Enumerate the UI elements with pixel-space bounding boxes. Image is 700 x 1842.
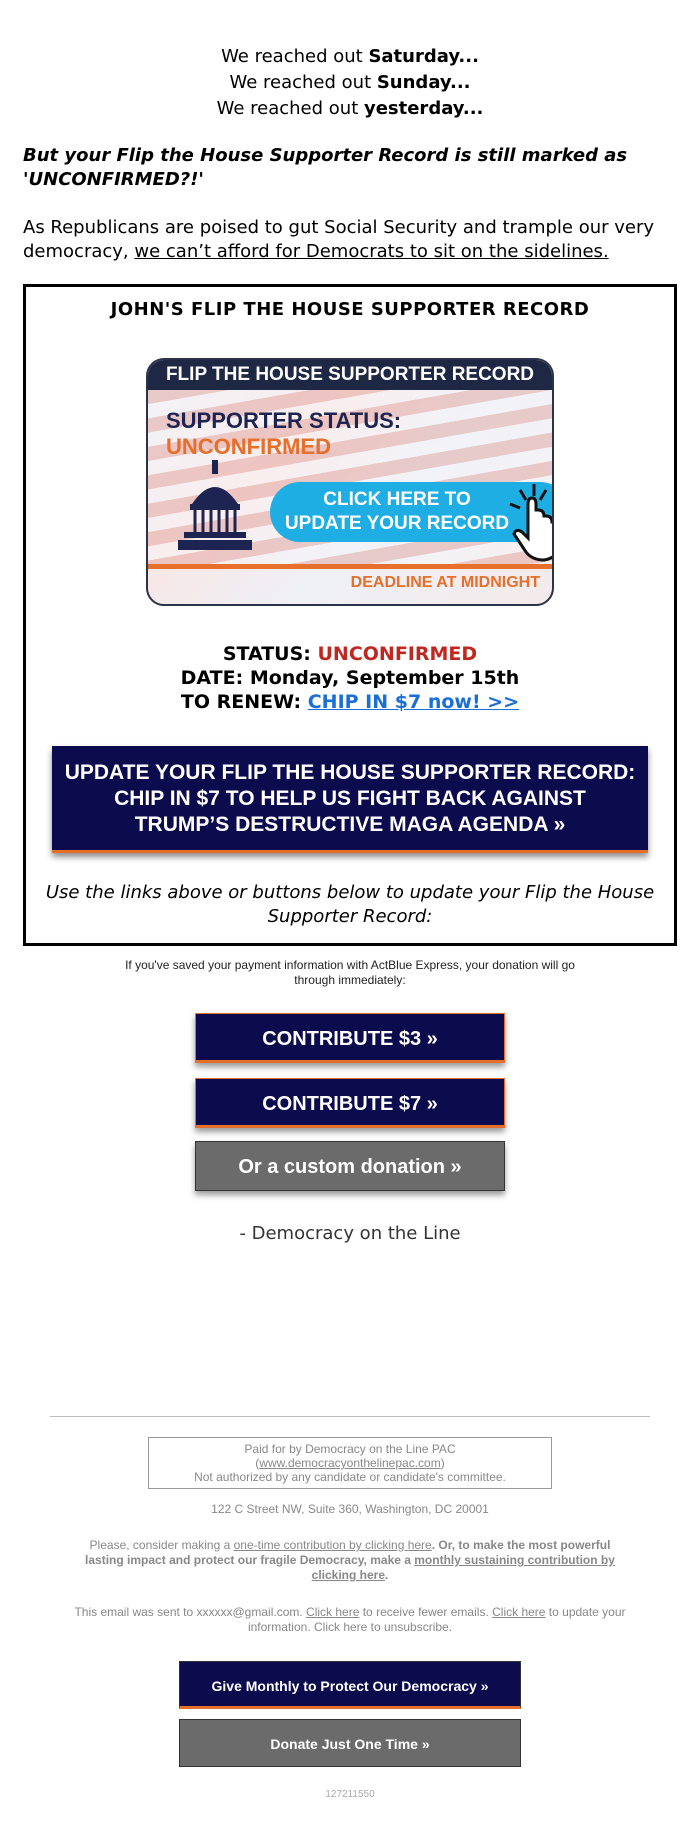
lead-text: But your Flip the House Supporter Record is still marked as 'UNCONFIRMED?!' xyxy=(23,145,628,190)
supporter-record-card-image[interactable] xyxy=(146,358,554,606)
paid-for-box xyxy=(148,1437,552,1489)
intro-text: We reached out xyxy=(216,98,364,119)
footer-divider xyxy=(50,1416,650,1417)
card-button-line: CLICK HERE TO xyxy=(323,489,471,510)
intro-lines xyxy=(23,44,677,122)
not-authorized-text: Not authorized by any candidate or candidate's committee. xyxy=(194,1470,506,1484)
consider-bold-text: . Or, to make the most powerful lasting impact and protect our fragile Democracy, make a xyxy=(85,1538,611,1567)
paid-for-text: Paid for by Democracy on the Line PAC xyxy=(244,1442,456,1456)
paid-for-url-line: (www.democracyonthelinepac.com) xyxy=(255,1456,445,1470)
contribute-7-button[interactable]: CONTRIBUTE $7 » xyxy=(195,1078,505,1128)
one-time-contribution-link[interactable]: one-time contribution by clicking here xyxy=(233,1538,432,1552)
donate-one-time-button[interactable]: Donate Just One Time » xyxy=(179,1719,521,1767)
date-value: Monday, September 15th xyxy=(249,667,520,689)
renew-label: TO RENEW: xyxy=(180,691,308,713)
status-value: UNCONFIRMED xyxy=(317,643,478,665)
intro-line xyxy=(23,44,677,70)
sent-text: to receive fewer emails. xyxy=(359,1605,493,1619)
supporter-record-box xyxy=(23,284,677,946)
pac-website-link[interactable]: www.democracyonthelinepac.com xyxy=(259,1456,441,1470)
intro-day: yesterday... xyxy=(363,98,484,119)
capitol-icon xyxy=(176,458,254,556)
card-deadline: DEADLINE AT MIDNIGHT xyxy=(350,574,540,591)
sent-text: to update your information. Click here to unsubscribe. xyxy=(247,1605,626,1634)
intro-line xyxy=(23,70,677,96)
signature: - Democracy on the Line xyxy=(239,1223,461,1244)
chip-in-link[interactable]: CHIP IN $7 now! >> xyxy=(307,691,520,713)
contribute-3-button[interactable]: CONTRIBUTE $3 » xyxy=(195,1013,505,1063)
status-line xyxy=(40,642,660,666)
sent-text: This email was sent to xxxxxx@gmail.com. xyxy=(74,1605,307,1619)
record-title: JOHN'S FLIP THE HOUSE SUPPORTER RECORD xyxy=(110,299,590,320)
consider-paragraph xyxy=(70,1538,630,1583)
date-label: DATE: xyxy=(180,667,250,689)
intro-day: Sunday... xyxy=(376,72,471,93)
sent-to-paragraph xyxy=(50,1605,650,1635)
intro-text: We reached out xyxy=(221,46,369,67)
card-stripe xyxy=(148,564,552,569)
consider-text: Please, consider making a xyxy=(89,1538,234,1552)
card-header: FLIP THE HOUSE SUPPORTER RECORD xyxy=(148,360,552,390)
email-body xyxy=(23,44,677,1800)
date-line xyxy=(40,666,660,690)
renew-line xyxy=(40,690,660,714)
intro-text: We reached out xyxy=(229,72,377,93)
card-status-value: UNCONFIRMED xyxy=(166,434,331,459)
actblue-note: If you've saved your payment information with ActBlue Express, your donation will go through immediately: xyxy=(125,958,575,987)
update-record-cta-button[interactable]: UPDATE YOUR FLIP THE HOUSE SUPPORTER RECORD: CHIP IN $7 TO HELP US FIGHT BACK AGAINST TRUMP’S DESTRUCTIVE MAGA AGENDA » xyxy=(52,746,648,853)
card-status-label: SUPPORTER STATUS: xyxy=(166,408,402,433)
use-links-text: Use the links above or buttons below to update your Flip the House Supporter Record: xyxy=(45,882,655,927)
intro-line xyxy=(23,96,677,122)
intro-day: Saturday... xyxy=(368,46,479,67)
status-label: STATUS: xyxy=(222,643,318,665)
consider-end: . xyxy=(385,1568,389,1582)
status-block xyxy=(40,642,660,714)
monthly-contribution-link[interactable]: monthly sustaining contribution by clicking here xyxy=(311,1553,615,1582)
card-button-line: UPDATE YOUR RECORD xyxy=(284,513,510,534)
custom-donation-button[interactable]: Or a custom donation » xyxy=(195,1141,505,1191)
reference-number: 127211550 xyxy=(325,1789,375,1800)
body-paragraph xyxy=(23,216,677,264)
paragraph-text: As Republicans are poised to gut Social Security and trample our very democracy, xyxy=(23,217,655,262)
mailing-address: 122 C Street NW, Suite 360, Washington, DC 20001 xyxy=(211,1502,489,1516)
update-info-link[interactable]: Click here xyxy=(492,1605,546,1619)
paragraph-underlined: we can’t afford for Democrats to sit on the sidelines. xyxy=(134,241,609,262)
fewer-emails-link[interactable]: Click here xyxy=(306,1605,360,1619)
give-monthly-button[interactable]: Give Monthly to Protect Our Democracy » xyxy=(179,1661,521,1709)
pointing-hand-icon xyxy=(500,482,554,562)
